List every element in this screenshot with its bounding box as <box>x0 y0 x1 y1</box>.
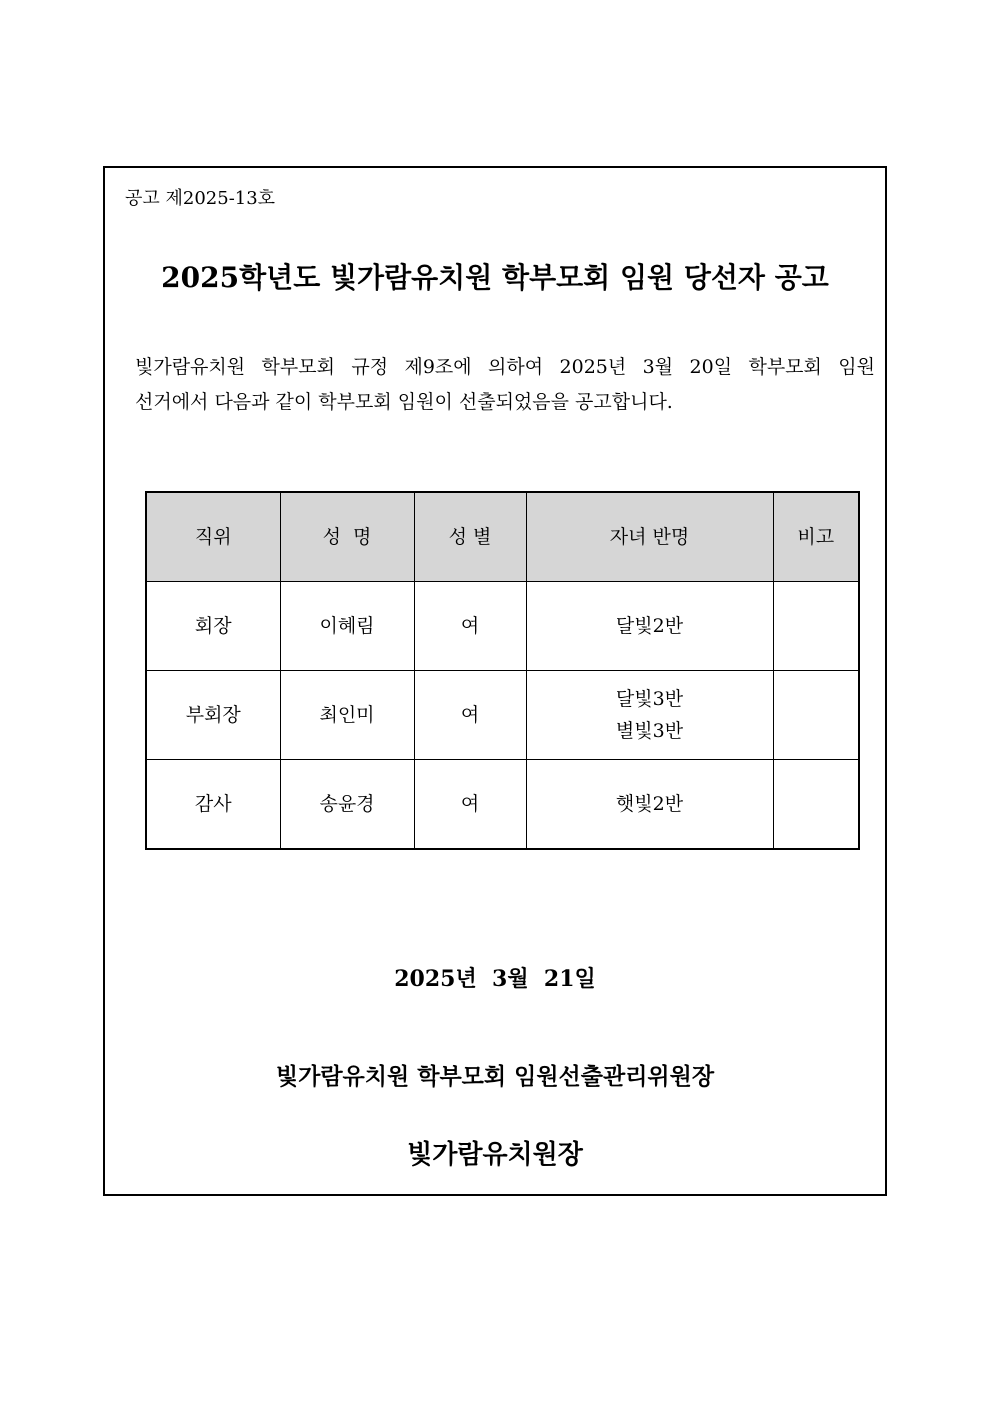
header-note: 비고 <box>773 492 859 582</box>
principal-signature: 빛가람유치원장 <box>407 1140 583 1170</box>
child-class-1: 달빛2반 <box>615 615 684 637</box>
header-position: 직위 <box>146 492 280 582</box>
cell-note <box>773 671 859 760</box>
header-name: 성 명 <box>280 492 414 582</box>
cell-gender: 여 <box>414 671 526 760</box>
cell-note <box>773 582 859 671</box>
cell-position: 감사 <box>146 760 280 850</box>
cell-child-class <box>526 671 773 760</box>
cell-name: 송윤경 <box>280 760 414 850</box>
cell-position: 부회장 <box>146 671 280 760</box>
notice-body-line-1: 빛가람유치원 학부모회 규정 제9조에 의하여 2025년 3월 20일 학부모회 임원 <box>135 356 875 378</box>
cell-child-class <box>526 760 773 850</box>
table-row <box>146 582 859 671</box>
notice-body <box>135 350 875 420</box>
table-header-row <box>146 492 859 582</box>
page-title: 2025학년도 빛가람유치원 학부모회 임원 당선자 공고 <box>161 261 829 294</box>
cell-note <box>773 760 859 850</box>
cell-gender: 여 <box>414 582 526 671</box>
cell-position: 회장 <box>146 582 280 671</box>
announcement-date: 2025년 3월 21일 <box>394 966 596 992</box>
child-class-2: 별빛3반 <box>615 720 684 742</box>
cell-gender: 여 <box>414 760 526 850</box>
table-row <box>146 671 859 760</box>
child-class-1: 달빛3반 <box>615 688 684 710</box>
header-child-class: 자녀 반명 <box>526 492 773 582</box>
notice-number: 공고 제2025-13호 <box>125 188 276 209</box>
notice-body-line-2: 선거에서 다음과 같이 학부모회 임원이 선출되었음을 공고합니다. <box>135 391 673 413</box>
cell-child-class <box>526 582 773 671</box>
table-row <box>146 760 859 850</box>
cell-name: 이혜림 <box>280 582 414 671</box>
child-class-1: 햇빛2반 <box>615 793 684 815</box>
cell-name: 최인미 <box>280 671 414 760</box>
officers-table <box>145 491 860 850</box>
header-gender: 성 별 <box>414 492 526 582</box>
committee-chair: 빛가람유치원 학부모회 임원선출관리위원장 <box>275 1063 715 1090</box>
